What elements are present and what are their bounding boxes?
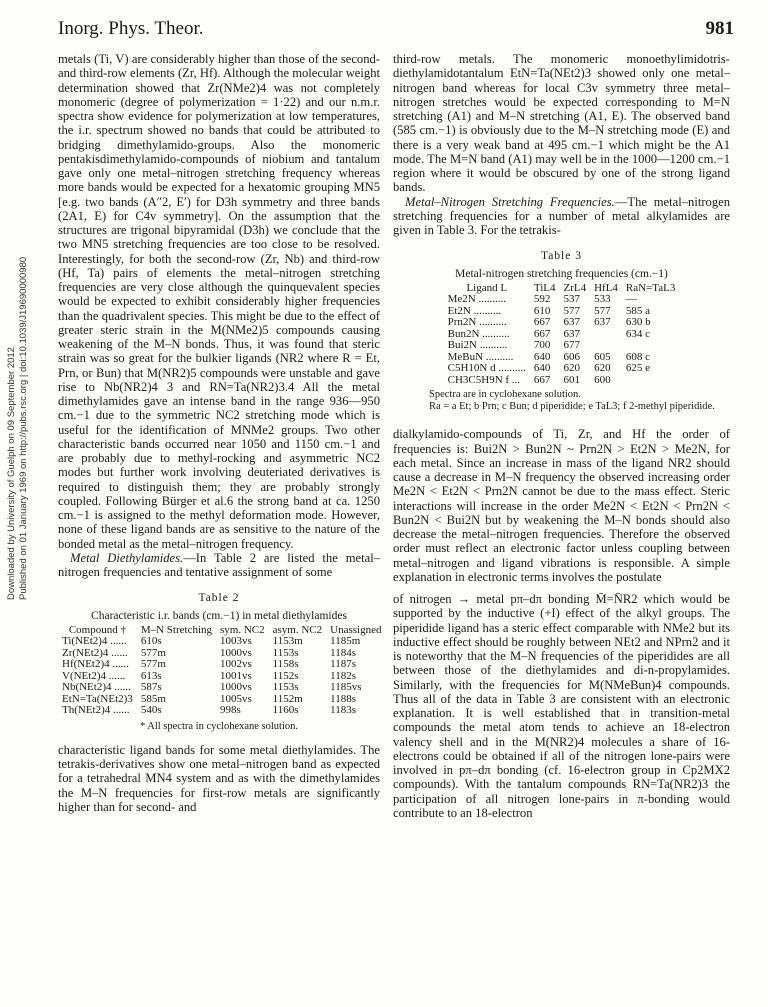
table-cell: 608 c — [625, 350, 651, 363]
table-cell: 1000vs — [220, 681, 252, 694]
table-cell: 620 — [563, 362, 580, 375]
table-cell: Ti(NEt2)4 ...... — [62, 635, 127, 648]
table-cell: 1184s — [330, 646, 357, 659]
right-paragraph-2-text: —The metal–nitrogen stretching frequencies for a number of metal alkylamides are given in Table 3. For the tetrakis- — [393, 194, 730, 237]
table-cell: 577 — [594, 304, 611, 317]
table-cell: 1001vs — [220, 669, 252, 682]
table-cell: 630 b — [625, 316, 651, 329]
table-header-cell: TiL4 — [533, 281, 556, 294]
table-cell: Bun2N .......... — [447, 327, 510, 340]
table-cell: 620 — [594, 362, 611, 375]
table-3-grid — [444, 283, 680, 387]
publication-notice[interactable]: Published on 01 January 1969 on http://pubs.rsc.org | doi:10.1039/J19690000980 — [18, 256, 29, 600]
table-cell: 1000vs — [220, 646, 252, 659]
table-cell: Bui2N .......... — [447, 339, 508, 352]
left-column — [58, 52, 380, 814]
table-2 — [58, 591, 380, 733]
table-cell: 1003vs — [220, 635, 252, 648]
table-cell: C5H10N d .......... — [447, 362, 526, 375]
table-cell: 634 c — [625, 327, 651, 340]
table-cell: 613s — [140, 669, 162, 682]
table-header-cell: Ligand L — [466, 281, 508, 294]
table-cell: Prn2N .......... — [447, 316, 507, 329]
table-cell: 667 — [533, 327, 551, 340]
table-cell: Et2N .......... — [447, 304, 502, 317]
table-cell: 605 — [594, 350, 611, 363]
side-notice — [2, 40, 32, 600]
table-row — [58, 705, 385, 717]
table-2-grid — [58, 625, 385, 717]
table-cell: 592 — [533, 293, 551, 306]
journal-title: Inorg. Phys. Theor. — [58, 18, 204, 39]
table-cell: 637 — [594, 316, 611, 329]
table-cell: 610s — [140, 635, 162, 648]
section-heading-diethylamides: Metal Diethylamides. — [70, 550, 184, 565]
table-cell: 1152s — [272, 669, 299, 682]
table-cell: 537 — [563, 293, 580, 306]
left-paragraph-2 — [58, 551, 380, 580]
table-cell: 637 — [563, 327, 580, 340]
table-2-footnote: * All spectra in cyclohexane solution. — [139, 720, 299, 732]
table-cell: 1152m — [272, 692, 303, 705]
left-paragraph-3: characteristic ligand bands for some metal diethylamides. The tetrakis-derivatives show one metal–nitrogen band as expected for a tetrahedral MN4 system and as with the dimethylamides the M–N frequencies for first-row metals are significantly higher than for second- and — [58, 742, 380, 814]
table-cell: 585 a — [625, 304, 651, 317]
table-cell: 1187s — [330, 658, 357, 671]
table-cell: 1153s — [272, 681, 299, 694]
table-cell: 606 — [563, 350, 580, 363]
table-cell: 637 — [563, 316, 580, 329]
table-cell: 577m — [140, 658, 166, 671]
table-cell: 587s — [140, 681, 162, 694]
table-header-cell: sym. NC2 — [220, 623, 265, 636]
table-cell: 600 — [594, 373, 611, 386]
table-cell: MeBuN .......... — [447, 350, 514, 363]
table-cell: 640 — [533, 362, 551, 375]
page-header — [58, 18, 734, 42]
table-cell: 1160s — [272, 704, 299, 717]
table-row — [444, 375, 680, 387]
table-cell: 577m — [140, 646, 166, 659]
table-cell: V(NEt2)4 ...... — [62, 669, 126, 682]
table-cell: 540s — [140, 704, 162, 717]
right-paragraph-3: dialkylamido-compounds of Ti, Zr, and Hf the order of frequencies is: Bui2N > Bun2N ~ Prn2N > Et2N > Me2N, for each metal. Since an increase in mass of the ligand NR2 should cause a decrease in M–N frequency the observed increasing order Me2N < Et2N < Prn2N cannot be due to the mass effect. Steric interactions will increase in the order Me2N < Et2N < Prn2N < Bun2N < Bui2N but by weakening the M–N bonds should also decrease the metal–nitrogen frequencies. Therefore the observed order must reflect an electronic factor unless coupling between metal–nitrogen and ligand vibrations is responsible. A simple explanation in electronic terms involves the postulate — [393, 427, 730, 584]
table-cell: Zr(NEt2)4 ...... — [62, 646, 128, 659]
left-paragraph-1: metals (Ti, V) are considerably higher than those of the second- and third-row elements (Zr, Hf). Although the molecular weight determination showed that Zr(NMe2)4 was not completely monomeric (degree of polymerization = 1·22) and our n.m.r. spectra show evidence for polymerization at low temperatures, the i.r. spectrum showed no bands that could be attributed to bridging dimethylamido-groups. Also the monomeric pentakisdimethylamido-compounds of niobium and tantalum gave only one metal–nitrogen stretching frequency whereas more bands would be expected for a hexatomic grouping MN5 [e.g. two bands (A″2, E′) for D3h symmetry and three bands (2A1, E) for C4v symmetry]. On the assumption that the structures are trigonal bipyramidal (D3h) we conclude that the two MN5 stretching frequencies are too close to be resolved. Interestingly, for both the second-row (Zr, Nb) and third-row (Hf, Ta) pairs of elements the metal–nitrogen stretching frequencies are very close although the quinquevalent species would be expected to exhibit considerably higher frequencies than the quadrivalent species. This might be due to the effect of greater steric strain in the M(NMe2)5 compounds causing weakening of the M–N bonds. Thus, it was found that steric strain was so great for the bulkier ligands (NR2 where R = Et, Prn, or Bun) that M(NR2)5 compounds were unstable and gave rise to Nb(NR2)4 3 and RN=Ta(NR2)3.4 All the metal dimethylamides gave an intense band in the range 936—950 cm.−1 due to the symmetric NC2 stretching mode which is useful for the identification of MNMe2 groups. Two other characteristic bands occurred near 1050 and 1150 cm.−1 and are probably due to methyl-rocking and asymmetric NC2 modes but further work involving deuteriated derivatives is required to distinguish them; they are probably strongly coupled. Following Bürger et al.6 the strong band at ca. 1250 cm.−1 is assigned to the methyl deformation mode. However, none of these ligand bands are as sensitive to the nature of the bonded metal as the metal–nitrogen frequency. — [58, 52, 380, 551]
table-cell: Th(NEt2)4 ...... — [62, 704, 130, 717]
right-column — [393, 52, 730, 820]
table-cell: 667 — [533, 373, 551, 386]
table-cell: Nb(NEt2)4 ...... — [62, 681, 131, 694]
table-header-cell: M–N Stretching — [140, 623, 213, 636]
table-3-caption: Table 3 — [540, 250, 582, 263]
table-header-cell: ZrL4 — [563, 281, 587, 294]
table-cell — [590, 329, 622, 341]
table-cell: 1185vs — [330, 681, 362, 694]
table-header-cell: RaN=TaL3 — [625, 281, 676, 294]
table-cell: 677 — [563, 339, 580, 352]
table-cell: 1153m — [272, 635, 303, 648]
table-cell: 1005vs — [220, 692, 252, 705]
table-header-cell: asym. NC2 — [272, 623, 323, 636]
table-cell — [622, 375, 679, 387]
table-2-caption: Table 2 — [198, 592, 240, 605]
table-2-title: Characteristic i.r. bands (cm.−1) in metal diethylamides — [91, 609, 347, 622]
right-paragraph-1: third-row metals. The monomeric monoethylimidotris-diethylamidotantalum EtN=Ta(NEt2)3 showed only one metal–nitrogen band whereas for local C3v symmetry three metal–nitrogen stretches would be expected corresponding to M=N stretching (A1) and M–N stretching (A1, E). The observed band (585 cm.−1) is obviously due to the M–N stretching mode (E) and there is a very weak band at 495 cm.−1 which might be the A1 mode. The M=N band (A1) may well be in the 1000—1200 cm.−1 region where it would be obscured by one of the strong ligand bands. — [393, 52, 730, 195]
table-3-footnote-1: Spectra are in cyclohexane solution. — [429, 389, 581, 401]
table-cell: 667 — [533, 316, 551, 329]
table-cell: CH3C5H9N f ... — [447, 373, 521, 386]
table-cell: Me2N .......... — [447, 293, 506, 306]
table-cell: 1183s — [330, 704, 357, 717]
table-cell: 1153s — [272, 646, 299, 659]
table-cell: 700 — [533, 339, 551, 352]
table-cell: 577 — [563, 304, 580, 317]
table-cell: 1188s — [330, 692, 357, 705]
table-cell: 998s — [220, 704, 241, 717]
table-cell: 1185m — [330, 635, 361, 648]
table-cell: 533 — [594, 293, 611, 306]
table-3-footnote-2: Ra = a Et; b Prn; c Bun; d piperidide; e TaL3; f 2-methyl piperidide. — [429, 401, 715, 413]
table-cell: — — [625, 293, 637, 306]
table-cell: Hf(NEt2)4 ...... — [62, 658, 129, 671]
table-cell: 610 — [533, 304, 551, 317]
table-cell: 1002vs — [220, 658, 252, 671]
download-notice[interactable]: Downloaded by University of Guelph on 09 September 2012 — [6, 347, 17, 600]
right-paragraph-2 — [393, 195, 730, 238]
table-3-title: Metal-nitrogen stretching frequencies (cm.−1) — [455, 267, 668, 280]
table-header-cell: Compound † — [68, 623, 126, 636]
table-header-cell: HfL4 — [594, 281, 618, 294]
left-paragraph-2-text: —In Table 2 are listed the metal–nitrogen frequencies and tentative assignment of some — [58, 550, 380, 579]
table-cell: 585m — [140, 692, 166, 705]
table-3 — [393, 249, 730, 413]
page-number: 981 — [705, 18, 734, 39]
table-cell: 640 — [533, 350, 551, 363]
table-cell: 1182s — [330, 669, 357, 682]
table-cell: 625 e — [625, 362, 651, 375]
table-header-cell: Unassigned — [330, 623, 382, 636]
table-cell: 1158s — [272, 658, 299, 671]
section-heading-stretching: Metal–Nitrogen Stretching Frequencies. — [405, 194, 615, 209]
right-paragraph-4: of nitrogen → metal pπ–dπ bonding M̄=N̄R2 which would be supported by the inductive (+I) effect of the alkyl groups. The piperidide ligand has a steric effect comparable with NMe2 but its inductive effect should be roughly between NEt2 and NPrn2 and it is noteworthy that the M–N frequencies of the piperidides are all between those of the diethylamides and di-n-propylamides. Similarly, with the frequencies for M(NMeBun)4 compounds. Thus all of the data in Table 3 are consistent with an electronic explanation. It is well established that in transition-metal compounds the metal atom tends to achieve an 18-electron valency shell and in the M(NR2)4 molecules a share of 16-electrons could be obtained if all of the nitrogen lone-pairs were involved in pπ–dπ bonding (cf. 16-electron group in Cp2MX2 compounds). With the tantalum compounds RN=Ta(NR2)3 the participation of all nitrogen lone-pairs in π-bonding would contribute to an 18-electron — [393, 592, 730, 820]
table-cell: 601 — [563, 373, 580, 386]
table-cell: EtN=Ta(NEt2)3 — [62, 692, 133, 705]
